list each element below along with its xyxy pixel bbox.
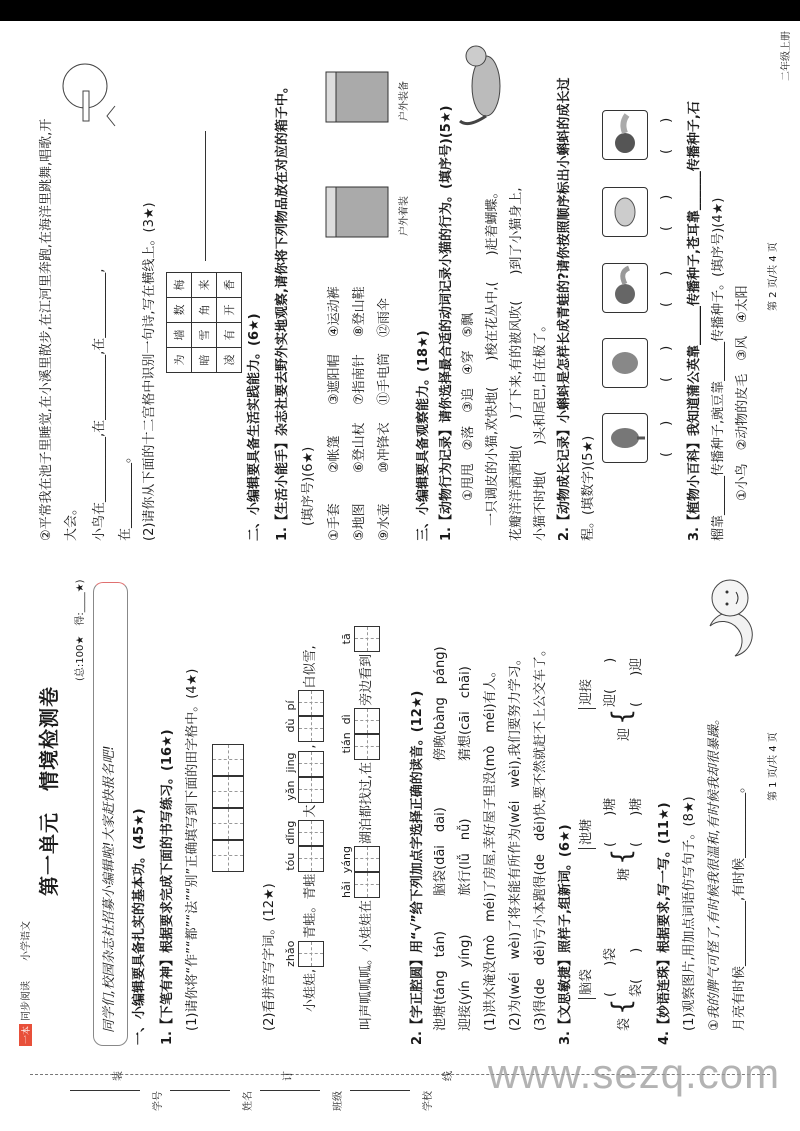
row-text: 湖泊都找过,在: [359, 761, 374, 844]
stage-answer-blank[interactable]: ( ): [659, 117, 674, 154]
twelve-grid: [166, 272, 242, 373]
intro-text: 同学们,校园杂志社招募小编辑啦!大家赶快报名吧!: [102, 745, 117, 1033]
tianzige-cell[interactable]: [298, 846, 324, 872]
brace-icon: {: [607, 848, 637, 865]
row-text: 大: [303, 804, 318, 818]
frog-stage-icon: [603, 264, 647, 312]
pinyin-label: [284, 752, 298, 800]
tianzige-cell[interactable]: [354, 872, 380, 898]
suitcase-clothing[interactable]: [322, 181, 396, 241]
fill-in-sentence[interactable]: 月亮有时候__________,有时候__________。: [732, 779, 747, 1031]
tianzige-cell[interactable]: [354, 734, 380, 760]
word-group-example: 池塘: [578, 819, 596, 849]
pinyin-syllable: yǎn: [284, 780, 297, 801]
pinyin-choice[interactable]: 池塘(táng tán): [433, 930, 448, 1031]
pinyin-cell-group[interactable]: [284, 941, 324, 967]
pinyin-cell-group[interactable]: [284, 751, 324, 803]
question-heading: 1.【生活小能手】杂志社要去野外实地观察,请你将下列物品放在对应的箱子中。: [275, 80, 290, 541]
pinyin-syllable: tā: [340, 633, 353, 645]
tianzige-cell[interactable]: [212, 776, 244, 808]
tianzige-cell[interactable]: [354, 626, 380, 652]
sun-icon: [712, 580, 748, 616]
tianzige-cells[interactable]: [354, 708, 380, 760]
binding-mark: 装: [113, 1071, 124, 1081]
question-prompt: (1)请你将“作”“都”“法”“别”正确填写到下面的田字格中。(4★): [185, 668, 200, 1031]
row-text: ,: [303, 744, 318, 749]
pinyin-syllable: dì: [340, 714, 353, 725]
grid-cell: 数: [167, 298, 192, 323]
section-heading: 三、小编辑要具备观察能力。(18★): [416, 330, 431, 541]
tianzige-cells[interactable]: [298, 751, 324, 803]
item-option: ①手套: [327, 503, 342, 541]
bird-tree-illustration: [55, 51, 135, 141]
suitcase-icon: [322, 181, 392, 241]
moon-icon: [710, 613, 752, 656]
frog-stage-icon: [603, 188, 647, 236]
pinyin-sentence[interactable]: (1)洪水淹没(mò méi)了房屋,幸好屋子里没(mò méi)有人。: [483, 664, 498, 1031]
tianzige-cells[interactable]: [298, 690, 324, 742]
answer-options: ①小鸟 ②动物的皮毛 ③风 ④太阳: [735, 285, 750, 501]
question-heading[interactable]: 3.【植物小百科】我知道蒲公英靠______传播种子,苍耳靠______传播种子,石: [687, 101, 702, 541]
pinyin-label: [284, 700, 298, 732]
frog-stage-icon: [603, 339, 647, 387]
moon-sun-illustration: [695, 576, 770, 676]
grid-cell: 暗: [192, 348, 217, 373]
pinyin-syllable: tián: [340, 732, 353, 754]
grid-cell: 来: [192, 273, 217, 298]
pinyin-choice[interactable]: 旅行(lǚ nǚ): [458, 818, 473, 896]
fill-in-sentence[interactable]: 小猫不时地( )头和尾巴,自在极了。: [533, 318, 548, 541]
item-option: ⑪手电筒: [377, 352, 392, 405]
tianzige-cells[interactable]: [354, 846, 380, 898]
grid-cell: 有: [217, 323, 242, 348]
verb-options: ①甩甩 ②落 ③追 ④穿 ⑤飘: [461, 312, 476, 501]
grid-cell: 为: [167, 348, 192, 373]
item-option: ⑤地图: [352, 503, 367, 541]
pinyin-syllable: tóu: [284, 852, 297, 871]
question-heading: 1.【动物行为记录】请你选择最合适的动词记录小猫的行为。(填序号)(5★): [439, 105, 454, 541]
word-group-example: 迎接: [578, 679, 596, 709]
word-group-root: 塘: [617, 867, 632, 881]
stage-answer-blank[interactable]: ( ): [659, 194, 674, 231]
pinyin-syllable: yáng: [340, 845, 353, 874]
pinyin-label: [284, 941, 298, 967]
question-heading: 1.【下笔有神】根据要求完成下面的书写练习。(16★): [160, 729, 175, 1045]
row-text: 叫声呱呱呱。小娃娃在: [359, 899, 374, 1030]
word-blank[interactable]: ( )塘: [603, 797, 618, 847]
binding-mark: 线: [443, 1071, 454, 1081]
pinyin-choice[interactable]: 迎接(yín yíng): [458, 934, 473, 1031]
question-heading: 4.【妙语连珠】根据要求,写一写。(11★): [657, 802, 672, 1045]
word-blank[interactable]: ( )塘: [629, 797, 644, 847]
tianzige-cell[interactable]: [354, 708, 380, 734]
pinyin-choice[interactable]: 傍晚(bàng páng): [433, 646, 448, 761]
pinyin-row: [340, 625, 380, 1031]
pinyin-label: [340, 714, 354, 753]
row-text: 小娃娃,: [303, 968, 318, 1012]
watermark: www.sezq.com: [488, 1050, 781, 1097]
tianzige-cell[interactable]: [298, 751, 324, 777]
item-option: ⑧登山鞋: [352, 286, 367, 337]
word-blank[interactable]: ( )袋: [603, 947, 618, 997]
example-sentence: ②平常我在池子里睡觉,在小溪里散步,在江河里奔跑,在海洋里跳舞,唱歌,开: [39, 118, 54, 541]
item-option: ⑥登山杖: [352, 422, 367, 473]
page-title: 第一单元 情境检测卷: [37, 686, 61, 896]
pinyin-label: [284, 821, 298, 871]
question-heading: 3.【文思敏捷】照样子,组新词。(6★): [558, 824, 573, 1045]
box-label: 户外装备: [399, 81, 410, 121]
frog-stage-picture: [602, 110, 648, 160]
item-option: ⑨水壶: [377, 503, 392, 541]
score-field: (总:100★ 得:____★): [75, 579, 86, 681]
brace-icon: {: [607, 998, 637, 1015]
pinyin-syllable: dǐng: [284, 820, 297, 845]
exam-sheet: [0, 21, 800, 1131]
question-prompt: (1)观察图片,用加点词语仿写句子。(8★): [682, 796, 697, 1031]
word-blank[interactable]: 袋( ): [629, 947, 644, 997]
example-sentence: ①我的脾气可怪了,有时候我很温和,有时候我却很暴躁。: [707, 712, 722, 1031]
item-option: ④运动裤: [327, 286, 342, 337]
frog-stage-picture: [602, 187, 648, 237]
pinyin-cell-group[interactable]: [284, 820, 324, 872]
section-heading: 一、小编辑要具备扎实的基本功。(45★): [132, 808, 147, 1045]
question-note: (填序号)(6★): [301, 446, 316, 526]
grid-cell: 香: [217, 273, 242, 298]
word-group-root: 迎: [617, 727, 632, 741]
stage-answer-blank[interactable]: ( ): [659, 345, 674, 382]
question-heading: 2.【字正腔圆】用“√”给下列加点字选择正确的读音。(12★): [410, 690, 425, 1045]
frog-stage-icon: [603, 414, 647, 462]
question-prompt: (2)请你从下面的十二宫格中识别一句诗,写在横线上。(3★): [142, 202, 157, 541]
fill-in-sentence[interactable]: 小鸟在__________,在__________,在__________,: [92, 268, 107, 541]
box-label: 户外着装: [399, 196, 410, 236]
pinyin-cell-group[interactable]: [284, 690, 324, 742]
tianzige-cell[interactable]: [298, 716, 324, 742]
pinyin-cell-group[interactable]: [340, 846, 380, 898]
tianzige-cell[interactable]: [298, 941, 324, 967]
pinyin-label: [340, 633, 354, 644]
stage-answer-blank[interactable]: ( ): [659, 270, 674, 307]
cat-illustration: [458, 41, 508, 131]
word-blank[interactable]: 迎( ): [603, 657, 618, 707]
binding-mark: 订: [283, 1071, 294, 1081]
pinyin-choice[interactable]: 脑袋(dāi dai): [433, 807, 448, 896]
pinyin-cell-group[interactable]: [340, 626, 380, 652]
tianzige-cell[interactable]: [212, 744, 244, 776]
item-option: ⑫雨伞: [377, 297, 392, 337]
series-name: 同步阅读: [21, 981, 32, 1021]
writing-grid[interactable]: [212, 744, 244, 872]
item-option: ③遮阳帽: [327, 354, 342, 405]
fill-in-sentence[interactable]: 一只调皮的小猫,欢快地( )梭在花丛中,( )赶着蝴蝶。: [485, 185, 500, 526]
scanner-top-bar: [0, 0, 800, 21]
field-line[interactable]: [350, 1089, 410, 1091]
word-group-root: 袋: [617, 1017, 632, 1031]
tianzige-cell[interactable]: [212, 808, 244, 840]
pinyin-syllable: hǎi: [340, 881, 353, 898]
grid-cell: 雪: [192, 323, 217, 348]
field-line[interactable]: [260, 1089, 320, 1091]
field-label-name: 姓名: [243, 1091, 254, 1111]
pinyin-syllable: jing: [284, 752, 297, 773]
field-label-class: 班级: [333, 1091, 344, 1111]
grid-cell: 梅: [167, 273, 192, 298]
question-prompt: (2)看拼音写字词。(12★): [262, 883, 277, 1031]
tianzige-cell[interactable]: [354, 846, 380, 872]
brand-logo: 一本: [19, 1024, 32, 1046]
tianzige-cells[interactable]: [298, 941, 324, 967]
pinyin-choice[interactable]: 猜想(cāi chāi): [458, 666, 473, 761]
subject-name: 小学语文: [21, 921, 32, 961]
word-group-example: 脑袋: [578, 969, 596, 999]
row-text: 青蛙。青蛙: [303, 873, 318, 939]
row-text: 白似雪,: [303, 645, 318, 689]
pinyin-syllable: pí: [284, 700, 297, 711]
pinyin-cell-group[interactable]: [340, 708, 380, 760]
row-text: 旁边看到: [359, 653, 374, 706]
item-option: ⑦指南针: [352, 354, 367, 405]
grid-row: [192, 273, 217, 373]
section-heading: 二、小编辑要具备生活实践能力。(6★): [247, 313, 262, 541]
tianzige-cells[interactable]: [298, 820, 324, 872]
field-label-student-id: 学号: [153, 1091, 164, 1111]
grid-row: [217, 273, 242, 373]
page-number: 第 2 页/共 4 页: [768, 242, 779, 311]
field-line[interactable]: [170, 1089, 230, 1091]
pinyin-syllable: dù: [284, 718, 297, 733]
suitcase-icon: [322, 66, 392, 126]
page-number: 第 1 页/共 4 页: [768, 732, 779, 801]
grid-cell: 墙: [167, 323, 192, 348]
tianzige-cell[interactable]: [298, 777, 324, 803]
word-blank[interactable]: ( )迎: [629, 657, 644, 707]
stage-answer-blank[interactable]: ( ): [659, 420, 674, 457]
frog-stage-picture: [602, 263, 648, 313]
example-sentence: 大会。: [64, 501, 79, 541]
answer-line[interactable]: [205, 131, 206, 261]
item-option: ⑩冲锋衣: [377, 422, 392, 473]
fill-in-sentence[interactable]: 榴靠______传播种子,豌豆靠______传播种子。(填序号)(4★): [711, 197, 726, 541]
frog-stage-icon: [603, 111, 647, 159]
fill-in-sentence[interactable]: 在__________。: [118, 449, 133, 541]
pinyin-label: [340, 846, 354, 898]
pinyin-sentence[interactable]: (2)为(wéi wèi)了将来能有所作为(wéi wèi),我们要努力学习。: [508, 652, 523, 1031]
frog-stage-picture: [602, 413, 648, 463]
grid-cell: 角: [192, 298, 217, 323]
tianzige-cells[interactable]: [354, 626, 380, 652]
tianzige-cell[interactable]: [298, 690, 324, 716]
pinyin-sentence[interactable]: (3)得(de děi)亏小本跑得(de děi)快,要不然就赶不上公交车了。: [533, 642, 548, 1031]
question-heading-cont: 程。(填数字)(5★): [581, 435, 596, 541]
grid-cell: 凌: [217, 348, 242, 373]
suitcase-equipment[interactable]: [322, 66, 396, 126]
tianzige-cell[interactable]: [298, 820, 324, 846]
grid-cell: 开: [217, 298, 242, 323]
frog-stage-picture: [602, 338, 648, 388]
grade-label: 二年级上册: [781, 31, 792, 81]
grid-row: [167, 273, 192, 373]
field-line[interactable]: [70, 1089, 140, 1091]
tianzige-cell[interactable]: [212, 840, 244, 872]
item-option: ②帐篷: [327, 435, 342, 473]
question-heading: 2.【动物成长记录】小蝌蚪是怎样长成青蛙的?请你按照顺序标出小蝌蚪的成长过: [557, 77, 572, 541]
pinyin-row: [284, 644, 324, 1013]
fill-in-sentence[interactable]: 花瓣洋洋洒洒地( )了下来,有的被风吹( )到了小猫身上,: [509, 187, 524, 541]
field-label-school: 学校: [423, 1091, 434, 1111]
pinyin-syllable: zhǎo: [284, 940, 297, 967]
brace-icon: {: [607, 708, 637, 725]
